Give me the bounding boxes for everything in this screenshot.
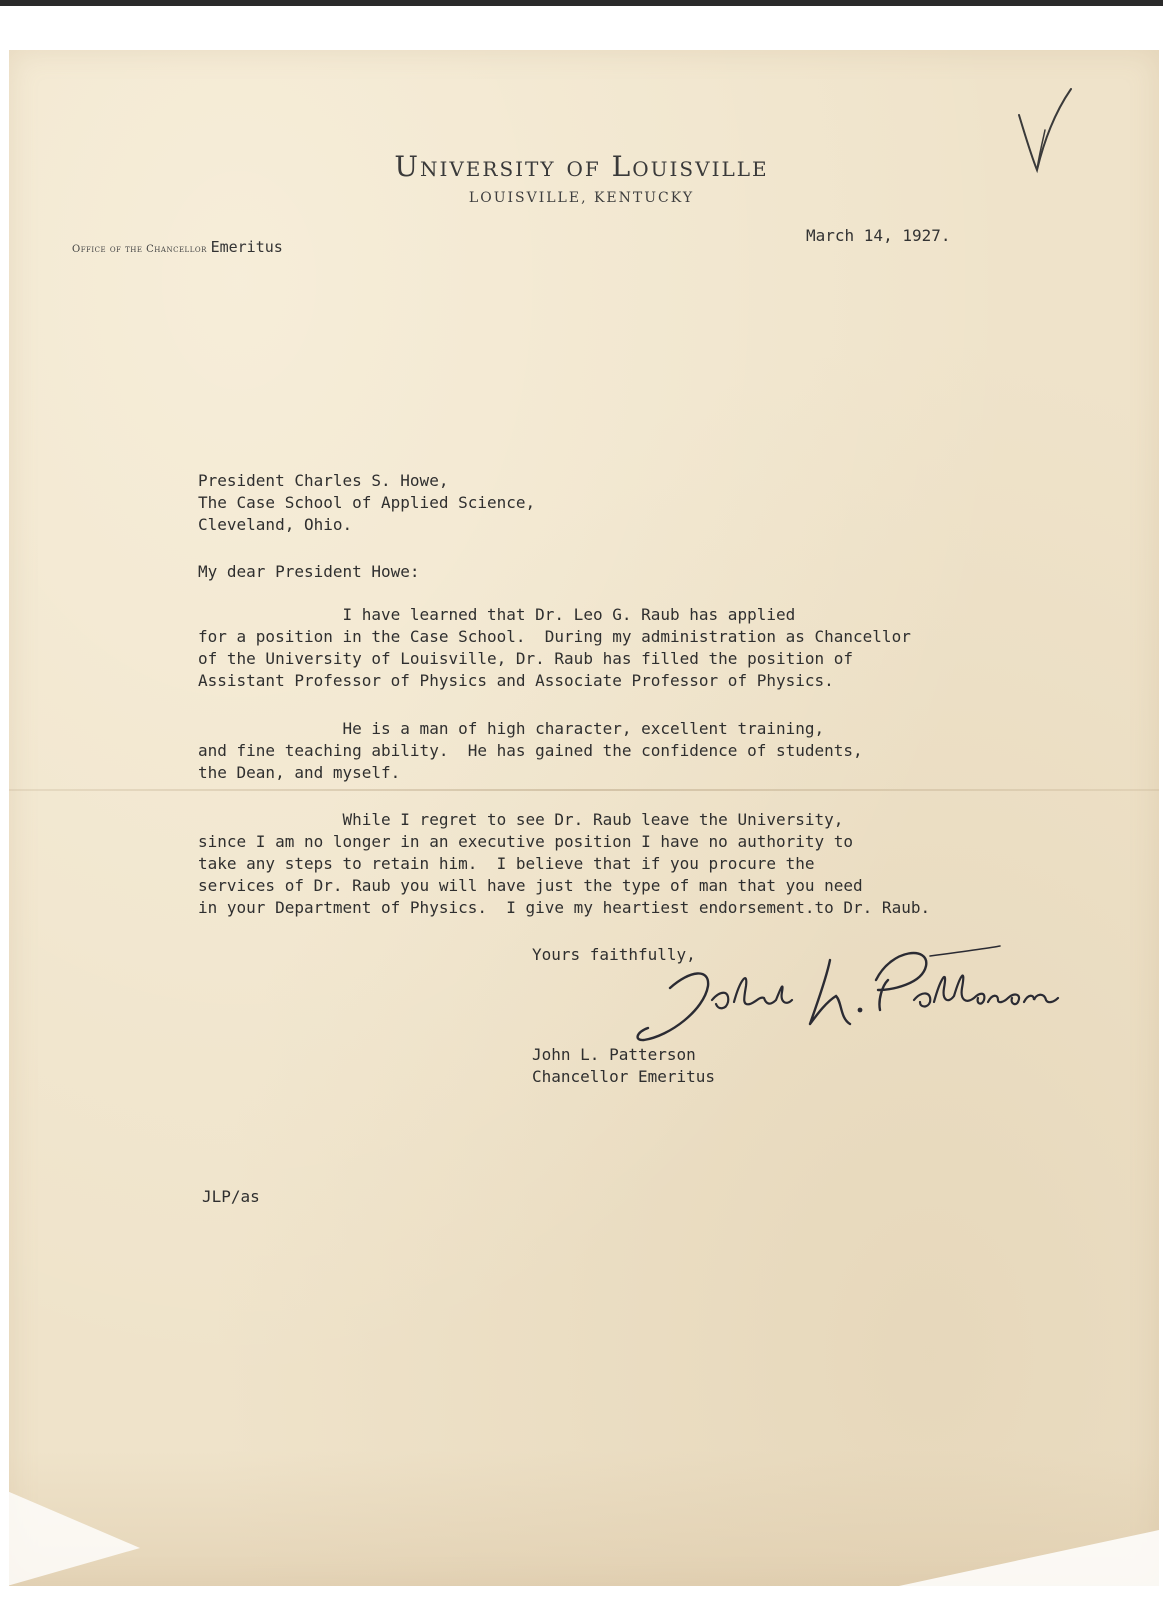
body-line: the Dean, and myself. [198, 763, 401, 782]
body-line: since I am no longer in an executive position I have no authority to [198, 832, 854, 851]
body-line: of the University of Louisville, Dr. Raub has filled the position of [198, 649, 854, 668]
body-line: and fine teaching ability. He has gained the confidence of students, [198, 741, 863, 760]
office-label: Office of the Chancellor [72, 244, 207, 255]
torn-corner-right [899, 1530, 1159, 1586]
body-line: Assistant Professor of Physics and Associate Professor of Physics. [198, 671, 834, 690]
recipient-address [198, 470, 535, 536]
body-paragraph-1 [198, 604, 911, 692]
body-paragraph-2 [198, 718, 863, 784]
reference-initials: JLP/as [202, 1187, 260, 1206]
letterhead-city: LOUISVILLE, KENTUCKY [468, 190, 695, 206]
body-line: He is a man of high character, excellent training, [198, 719, 825, 738]
scan-top-edge [0, 0, 1163, 6]
body-line: for a position in the Case School. During my administration as Chancellor [198, 627, 911, 646]
handwritten-signature [630, 940, 1100, 1050]
body-line: services of Dr. Raub you will have just the type of man that you need [198, 876, 863, 895]
paper-fold-line [9, 789, 1159, 791]
body-line: take any steps to retain him. I believe that if you procure the [198, 854, 815, 873]
body-paragraph-3 [198, 809, 930, 919]
body-line: I have learned that Dr. Leo G. Raub has applied [198, 605, 796, 624]
letter-date: March 14, 1927. [806, 226, 951, 245]
letterhead-institution: University of Louisville [394, 150, 769, 183]
signer-name: John L. Patterson [532, 1045, 696, 1064]
body-line: While I regret to see Dr. Raub leave the University, [198, 810, 844, 829]
signer-title: Chancellor Emeritus [532, 1067, 716, 1086]
torn-corner-left [0, 1488, 140, 1588]
closing: Yours faithfully, [532, 945, 696, 964]
office-typed-suffix: Emeritus [210, 238, 283, 256]
recipient-line: President Charles S. Howe, [198, 471, 449, 490]
salutation: My dear President Howe: [198, 562, 420, 581]
body-line: in your Department of Physics. I give my heartiest endorsement.to Dr. Raub. [198, 898, 931, 917]
recipient-line: The Case School of Applied Science, [198, 493, 536, 512]
recipient-line: Cleveland, Ohio. [198, 515, 353, 534]
office-line [72, 238, 283, 256]
